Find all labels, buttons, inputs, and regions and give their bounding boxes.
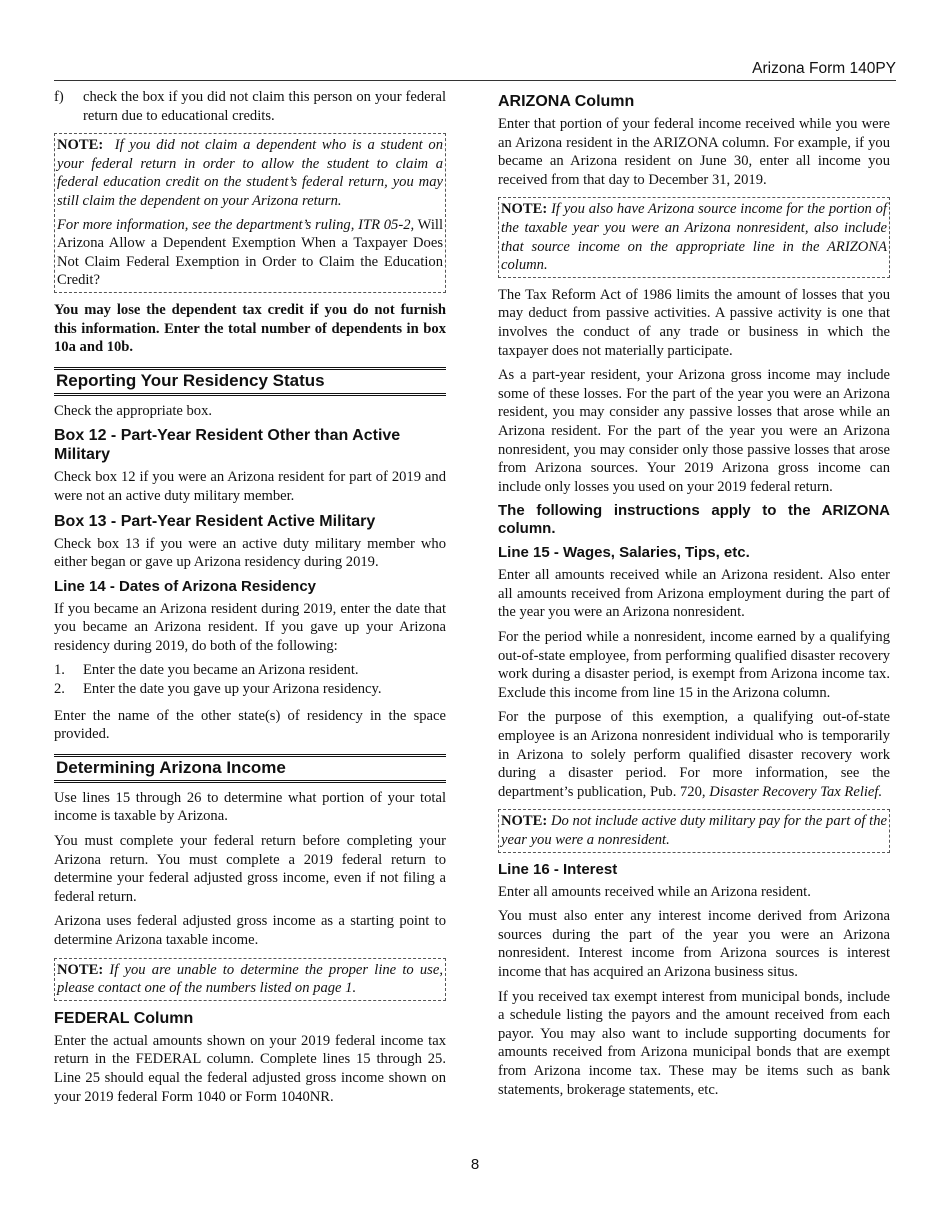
ruling-title: Will Arizona Allow a Dependent Exemption When a Taxpayer Does Not Claim Federal Exemption in Order to Claim the Education Credit? [57, 216, 443, 289]
line15-text: For the purpose of this exemption, a qualifying out-of-state employee is an Arizona nonresident individual who is temporarily in Arizona to solely perform qualified disaster recovery work during a disaster period. For more information, see the department’s publication, Pub. 720, [498, 709, 890, 800]
note-military-pay [498, 809, 890, 852]
line16-paragraph: You must also enter any interest income derived from Arizona sources during the part of the year you were an Arizona nonresident. Interest income from Arizona sources is interest income that has acquired an Arizona business situs. [498, 908, 890, 980]
note-text: If you did not claim a dependent who is a student on your federal return in order to allow the student to claim a federal education credit on the student’s federal return, you may still claim the dependent on your Arizona return. [57, 137, 444, 209]
note-label: NOTE: [57, 961, 104, 978]
note-text: If you are unable to determine the proper line to use, please contact one of the numbers listed on page 1. [57, 961, 443, 997]
line15-paragraph: Enter all amounts received while an Arizona resident. Also enter all amounts received from Arizona employment during the part of the year you were an Arizona nonresident. [498, 567, 890, 621]
line16-heading: Line 16 - Interest [498, 860, 618, 878]
box13-heading: Box 13 - Part-Year Resident Active Military [54, 512, 376, 530]
note-dependent-student [54, 133, 446, 293]
line16-paragraph: Enter all amounts received while an Arizona resident. [498, 883, 811, 900]
section-heading-income: Determining Arizona Income [54, 754, 446, 783]
line14-list [54, 661, 446, 698]
form-title: Arizona Form 140PY [752, 60, 896, 77]
note-label: NOTE: [501, 813, 548, 830]
line15-heading: Line 15 - Wages, Salaries, Tips, etc. [498, 544, 750, 562]
note-paragraph [501, 200, 887, 274]
list-text: Enter the date you became an Arizona resident. [83, 662, 359, 679]
note-paragraph [501, 812, 887, 849]
publication-title: Disaster Recovery Tax Relief. [709, 783, 883, 800]
line15-paragraph [498, 708, 890, 801]
income-paragraph: You must complete your federal return before completing your Arizona return. You must complete a 2019 federal return to determine your federal adjusted gross income, even if not filing a federal return. [54, 833, 446, 905]
line16-paragraph: If you received tax exempt interest from municipal bonds, include a schedule listing the payors and the amount received from each payor. You may also want to include supporting documents for amounts received from Arizona municipal bonds that are exempt from Arizona income tax. These may be items such as bank statements, brokerage statements, etc. [498, 988, 890, 1098]
list-text: Enter the date you gave up your Arizona residency. [83, 681, 382, 698]
dependent-credit-warning: You may lose the dependent tax credit if you do not furnish this information. Enter the total number of dependents in box 10a and 10b. [54, 301, 446, 356]
line14-text: If you became an Arizona resident during 2019, enter the date that you became an Arizona resident. If you gave up your Arizona residency during 2019, do both of the following: [54, 600, 446, 654]
note-paragraph [57, 136, 443, 210]
line14-heading: Line 14 - Dates of Arizona Residency [54, 577, 317, 595]
note-label: NOTE: [57, 137, 104, 154]
item-label: f) [54, 89, 64, 105]
note-paragraph-ruling [57, 216, 443, 290]
list-item-f [54, 88, 446, 125]
note-arizona-source [498, 197, 890, 277]
box13-text: Check box 13 if you were an active duty military member who either began or gave up Arizona residency during 2019. [54, 535, 446, 571]
list-item [54, 661, 446, 680]
list-number: 1. [54, 662, 65, 679]
arizona-column-heading: ARIZONA Column [498, 93, 635, 110]
arizona-column-text: Enter that portion of your federal income received while you were an Arizona resident in the ARIZONA column. For example, if you became an Arizona resident on June 30, enter all income you received from that day to December 31, 2019. [498, 116, 890, 188]
note-label: NOTE: [501, 201, 548, 218]
list-item [54, 680, 446, 699]
line14-other-state: Enter the name of the other state(s) of residency in the space provided. [54, 707, 446, 743]
note-text: Do not include active duty military pay for the part of the year you were a nonresident. [501, 813, 887, 848]
tax-reform-paragraph: The Tax Reform Act of 1986 limits the amount of losses that you may deduct from passive activities. A passive activity is one that involves the conduct of any trade or business in which the taxpayer does not materially participate. [498, 286, 890, 359]
left-column [54, 88, 446, 1112]
item-text: check the box if you did not claim this person on your federal return due to educational credits. [83, 89, 446, 124]
income-paragraph: Arizona uses federal adjusted gross income as a starting point to determine Arizona taxable income. [54, 913, 446, 948]
note-proper-line [54, 958, 446, 1001]
line15-paragraph: For the period while a nonresident, income earned by a qualifying out-of-state employee, from performing qualified disaster recovery work during a disaster period, is exempt from Arizona income tax. Exclude this income from line 15 in the Arizona column. [498, 629, 890, 701]
federal-column-heading: FEDERAL Column [54, 1009, 194, 1027]
note-text: If you also have Arizona source income for the portion of the taxable year you were an Arizona nonresident, also include that source income on the appropriate line in the ARIZONA column. [501, 201, 887, 274]
part-year-paragraph: As a part-year resident, your Arizona gross income may include some of these losses. For the part of the year you were an Arizona resident, you may consider any passive losses that arose while an Arizona resident. For the part of the year you were an Arizona nonresident, you may consider only those passive losses that arose from Arizona sources. Your 2019 Arizona gross income can include only losses you used on your 2019 federal return. [498, 367, 890, 495]
page-number: 8 [470, 1156, 480, 1173]
income-paragraph: Use lines 15 through 26 to determine what portion of your total income is taxable by Arizona. [54, 789, 446, 825]
header-rule [54, 80, 896, 81]
note-paragraph [57, 961, 443, 998]
box12-text: Check box 12 if you were an Arizona resident for part of 2019 and were not an active duty military member. [54, 469, 446, 504]
instructions-heading: The following instructions apply to the ARIZONA column. [498, 502, 890, 538]
section-heading-residency: Reporting Your Residency Status [54, 367, 446, 396]
list-number: 2. [54, 681, 65, 698]
ruling-reference: For more information, see the department’s ruling, ITR 05-2, [57, 216, 415, 233]
right-column [498, 88, 890, 1105]
box12-heading: Box 12 - Part-Year Resident Other than Active Military [54, 427, 401, 464]
check-box-instruction: Check the appropriate box. [54, 402, 213, 419]
federal-column-text: Enter the actual amounts shown on your 2019 federal income tax return in the FEDERAL column. Complete lines 15 through 25. Line 25 should equal the federal adjusted gross income shown on your 2019 federal Form 1040 or Form 1040NR. [54, 1032, 446, 1105]
